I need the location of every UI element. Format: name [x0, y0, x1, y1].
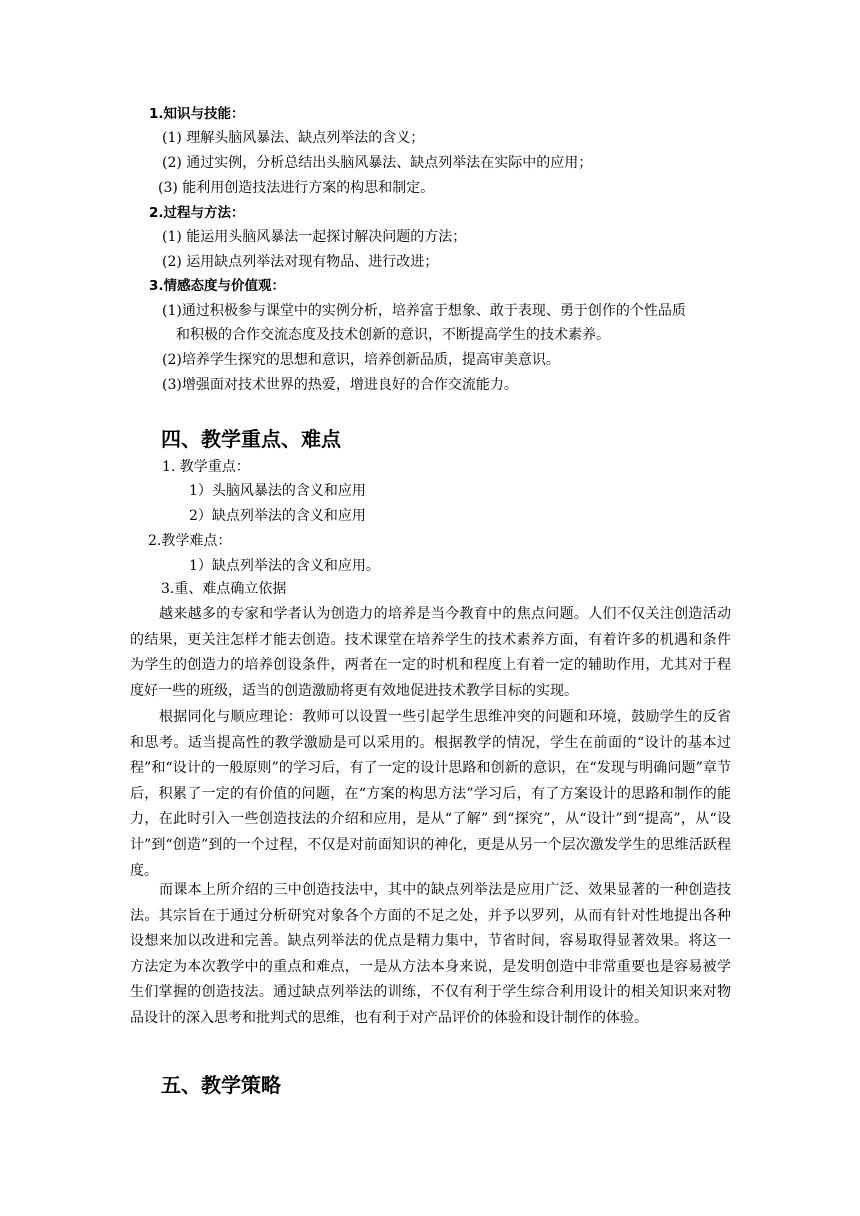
objective-2-title: 2.过程与方法：: [149, 205, 245, 221]
objective-3-item-1a: (1)通过积极参与课堂中的实例分析，培养富于想象、敢于表现、勇于创作的个性品质: [162, 303, 686, 319]
difficult-point-1: 1）缺点列举法的含义和应用。: [189, 558, 380, 574]
basis-title: 3.重、难点确立依据: [161, 581, 287, 597]
objective-3-item-3: (3)增强面对技术世界的热爱，增进良好的合作交流能力。: [162, 377, 518, 393]
objective-3-item-1b: 和积极的合作交流态度及技术创新的意识，不断提高学生的技术素养。: [176, 327, 610, 343]
objective-1-item-1: (1) 理解头脑风暴法、缺点列举法的含义；: [162, 130, 425, 146]
objective-1-item-2: (2) 通过实例，分析总结出头脑风暴法、缺点列举法在实际中的应用；: [162, 155, 593, 171]
key-point-1: 1）头脑风暴法的含义和应用: [189, 483, 366, 499]
difficult-points-title: 2.教学难点：: [148, 533, 232, 549]
section-4-heading: 四、教学重点、难点: [161, 427, 341, 451]
basis-paragraph-2: 根据同化与顺应理论：教师可以设置一些引起学生思维冲突的问题和环境，鼓励学生的反省和思考。适当提高性的教学激励是可以采用的。根据教学的情况，学生在前面的“设计的基本过程”和“设计的一般原则”的学习后，有了一定的设计思路和创新的意识，在“发现与明确问题”章节后，积累了一定的有价值的问题，在“方案的构思方法”学习后，有了方案设计的思路和制作的能力，在此时引入一些创造技法的介绍和应用，是从“了解” 到“探究”，从“设计”到“提高”，从“设计”到“创造”到的一个过程，不仅是对前面知识的神化，更是从另一个层次激发学生的思维活跃程度。: [130, 709, 731, 879]
section-5-heading: 五、教学策略: [161, 1073, 281, 1097]
objective-1-item-3: (3) 能利用创造技法进行方案的构思和制定。: [158, 180, 435, 196]
key-point-2: 2）缺点列举法的含义和应用: [189, 508, 366, 524]
objective-2-item-1: (1) 能运用头脑风暴法一起探讨解决问题的方法；: [162, 229, 467, 245]
basis-paragraph-3: 而课本上所介绍的三中创造技法中，其中的缺点列举法是应用广泛、效果显著的一种创造技法。其宗旨在于通过分析研究对象各个方面的不足之处，并予以罗列，从而有针对性地提出各种设想来加以改进和完善。缺点列举法的优点是精力集中，节省时间，容易取得显著效果。将这一方法定为本次教学中的重点和难点，一是从方法本身来说，是发明创造中非常重要也是容易被学生们掌握的创造技法。通过缺点列举法的训练，不仅有利于学生综合利用设计的相关知识来对物品设计的深入思考和批判式的思维，也有利于对产品评价的体验和设计制作的体验。: [130, 882, 731, 1026]
objective-3-item-2: (2)培养学生探究的思想和意识，培养创新品质，提高审美意识。: [162, 352, 560, 368]
objective-3-title: 3.情感态度与价值观：: [149, 278, 286, 294]
basis-paragraph-1: 越来越多的专家和学者认为创造力的培养是当今教育中的焦点问题。人们不仅关注创造活动的结果，更关注怎样才能去创造。技术课堂在培养学生的技术素养方面，有着许多的机遇和条件为学生的创造力的培养创设条件，两者在一定的时机和程度上有着一定的辅助作用，尤其对于程度好一些的班级，适当的创造激励将更有效地促进技术教学目标的实现。: [130, 606, 731, 699]
objective-1-title: 1.知识与技能：: [149, 106, 245, 122]
objective-2-item-2: (2) 运用缺点列举法对现有物品、进行改进；: [162, 254, 439, 270]
key-points-title: 1. 教学重点：: [162, 459, 250, 475]
